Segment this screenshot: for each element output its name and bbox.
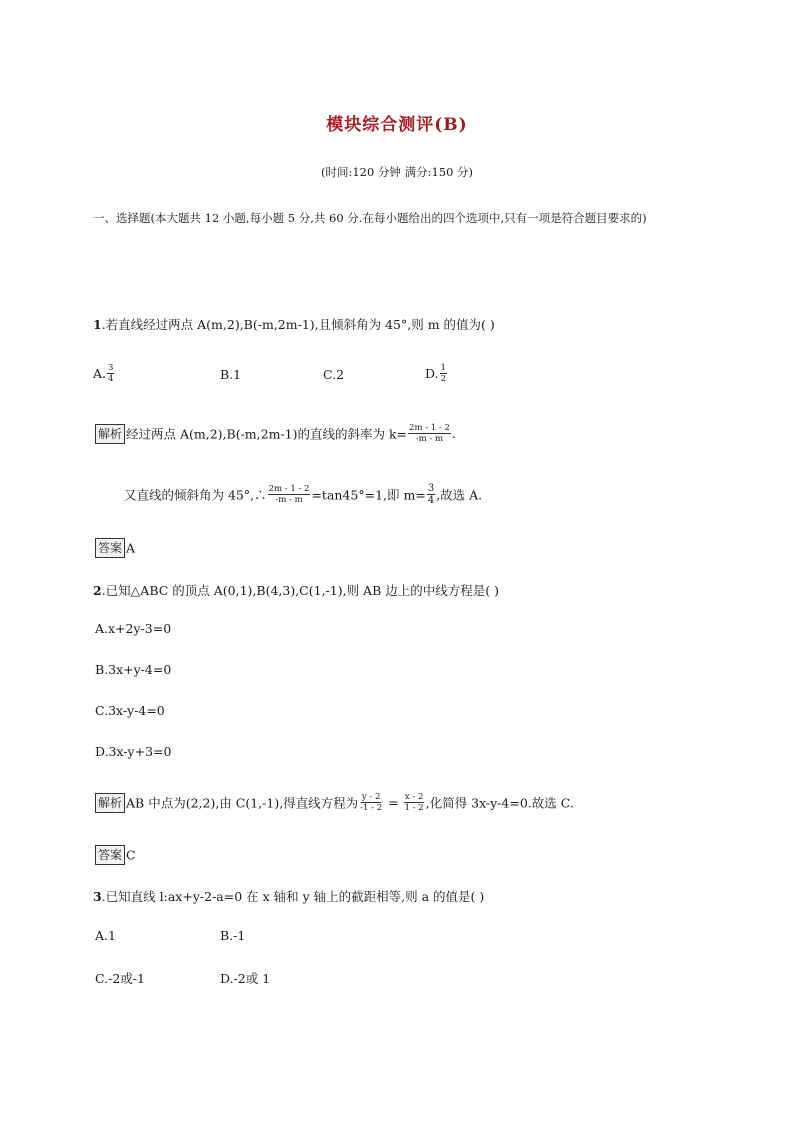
analysis-text: 又直线的倾斜角为 45°,∴ [124, 487, 267, 503]
exam-info: (时间:120 分钟 满分:150 分) [320, 165, 474, 179]
fraction [408, 423, 451, 444]
question-number: 1 [93, 317, 102, 332]
fraction [359, 792, 383, 813]
answer-value: C [126, 847, 136, 863]
answer-label: 答案 [95, 845, 125, 865]
numerator: 3 [108, 363, 114, 373]
numerator: x - 2 [404, 792, 424, 802]
numerator: 2m - 1 - 2 [268, 484, 310, 494]
analysis-text: 经过两点 A(m,2),B(-m,2m-1)的直线的斜率为 k= [126, 426, 408, 442]
option-letter: A. [93, 366, 107, 381]
q2-analysis [95, 792, 574, 813]
q2-option-c: C.3x-y-4=0 [95, 703, 165, 718]
question-text: .已知△ABC 的顶点 A(0,1),B(4,3),C(1,-1),则 AB 边上的中线方程是( ) [101, 583, 499, 598]
q3-option-b: B.-1 [220, 928, 246, 943]
q1-option-a [93, 363, 115, 384]
denominator: -m - m [275, 495, 303, 505]
fraction [107, 363, 114, 384]
q1-option-c: C.2 [323, 367, 345, 382]
q2-answer [95, 845, 136, 865]
denominator: 4 [108, 374, 114, 384]
analysis-text: AB 中点为(2,2),由 C(1,-1),得直线方程为 [126, 795, 359, 811]
denominator: -m - m [415, 434, 444, 444]
q2-option-a: A.x+2y-3=0 [95, 621, 172, 636]
question-1-stem [93, 315, 495, 333]
numerator: 1 [440, 363, 446, 373]
option-letter: D. [425, 366, 439, 381]
equals-sign: = [384, 795, 403, 810]
analysis-label: 解析 [95, 793, 125, 813]
denominator: -1 - 2 [360, 803, 383, 813]
q3-option-d: D.-2或 1 [220, 971, 271, 986]
denominator: 1 - 2 [404, 803, 424, 813]
numerator: 2m - 1 - 2 [409, 423, 450, 433]
q2-option-d: D.3x-y+3=0 [95, 744, 172, 759]
question-text: .已知直线 l:ax+y-2-a=0 在 x 轴和 y 轴上的截距相等,则 a 的值是( ) [101, 889, 485, 904]
fraction [404, 792, 425, 813]
question-text: .若直线经过两点 A(m,2),B(-m,2m-1),且倾斜角为 45°,则 m 的值为( ) [101, 317, 495, 332]
q1-option-b: B.1 [220, 367, 242, 382]
analysis-label: 解析 [95, 424, 125, 444]
numerator: y - 2 [361, 792, 381, 802]
fraction [268, 484, 311, 505]
numerator: 3 [427, 483, 435, 494]
q1-answer [95, 538, 135, 558]
question-3-stem [93, 887, 484, 905]
analysis-text: =tan45°=1,即 m= [311, 487, 426, 503]
denominator: 2 [440, 374, 446, 384]
question-2-stem [93, 581, 499, 599]
q1-analysis-line2 [124, 483, 482, 506]
fraction [440, 363, 447, 384]
analysis-end: ,化简得 3x-y-4=0.故选 C. [425, 795, 574, 811]
page-title: 模块综合测评(B) [326, 115, 468, 135]
q3-option-a: A.1 [95, 928, 116, 943]
q2-option-b: B.3x+y-4=0 [95, 662, 172, 677]
fraction [427, 483, 435, 506]
q1-option-d [425, 363, 448, 384]
denominator: 4 [427, 495, 435, 506]
question-number: 2 [93, 583, 102, 598]
analysis-end: ,故选 A. [436, 487, 483, 503]
q1-analysis [95, 423, 456, 444]
analysis-end: . [451, 426, 456, 441]
question-number: 3 [93, 889, 102, 904]
section-heading: 一、选择题(本大题共 12 小题,每小题 5 分,共 60 分.在每小题给出的四个选项中,只有一项是符合题目要求的) [93, 211, 647, 225]
q3-option-c: C.-2或-1 [95, 971, 145, 986]
answer-value: A [126, 540, 136, 556]
answer-label: 答案 [95, 538, 125, 558]
